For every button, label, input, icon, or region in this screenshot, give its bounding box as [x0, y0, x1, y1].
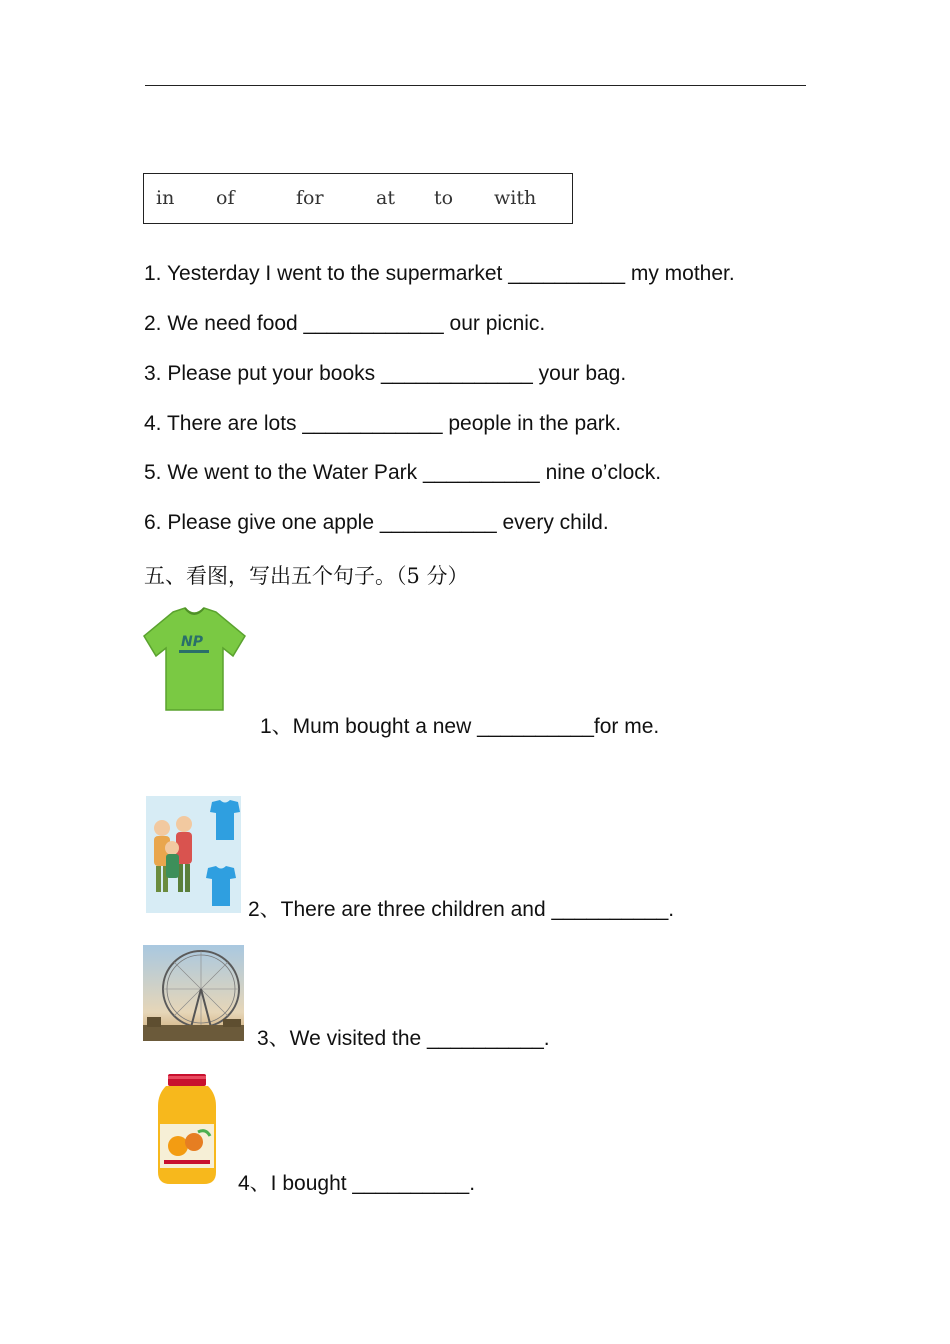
word-bank-item: for — [296, 187, 324, 209]
question-1: 1. Yesterday I went to the supermarket __________ my mother. — [144, 262, 735, 285]
word-bank-item: to — [434, 187, 454, 209]
picture-sentence-1: 1、Mum bought a new __________for me. — [260, 715, 660, 738]
word-bank-item: in — [156, 187, 175, 209]
green-tshirt-icon — [143, 606, 246, 713]
ferris-wheel-icon — [143, 945, 244, 1041]
question-6: 6. Please give one apple __________ every child. — [144, 511, 609, 534]
picture-sentence-4: 4、I bought __________. — [238, 1172, 476, 1195]
picture-sentence-2: 2、There are three children and __________. — [248, 898, 675, 921]
juice-jar-icon — [154, 1072, 220, 1186]
word-bank-item: at — [376, 187, 395, 209]
word-bank-item: of — [216, 187, 235, 209]
question-3: 3. Please put your books _____________ your bag. — [144, 362, 627, 385]
children-and-tshirts-icon — [146, 796, 241, 913]
word-bank-box — [143, 173, 573, 224]
word-bank-item: with — [494, 187, 537, 209]
svg-text:NP: NP — [181, 634, 203, 650]
question-5: 5. We went to the Water Park __________ nine o’clock. — [144, 461, 662, 484]
section-heading: 五、看图，写出五个句子。（5 分） — [144, 564, 469, 588]
question-4: 4. There are lots ____________ people in the park. — [144, 412, 622, 435]
top-rule — [145, 85, 806, 86]
question-2: 2. We need food ____________ our picnic. — [144, 312, 546, 335]
picture-sentence-3: 3、We visited the __________. — [257, 1027, 550, 1050]
